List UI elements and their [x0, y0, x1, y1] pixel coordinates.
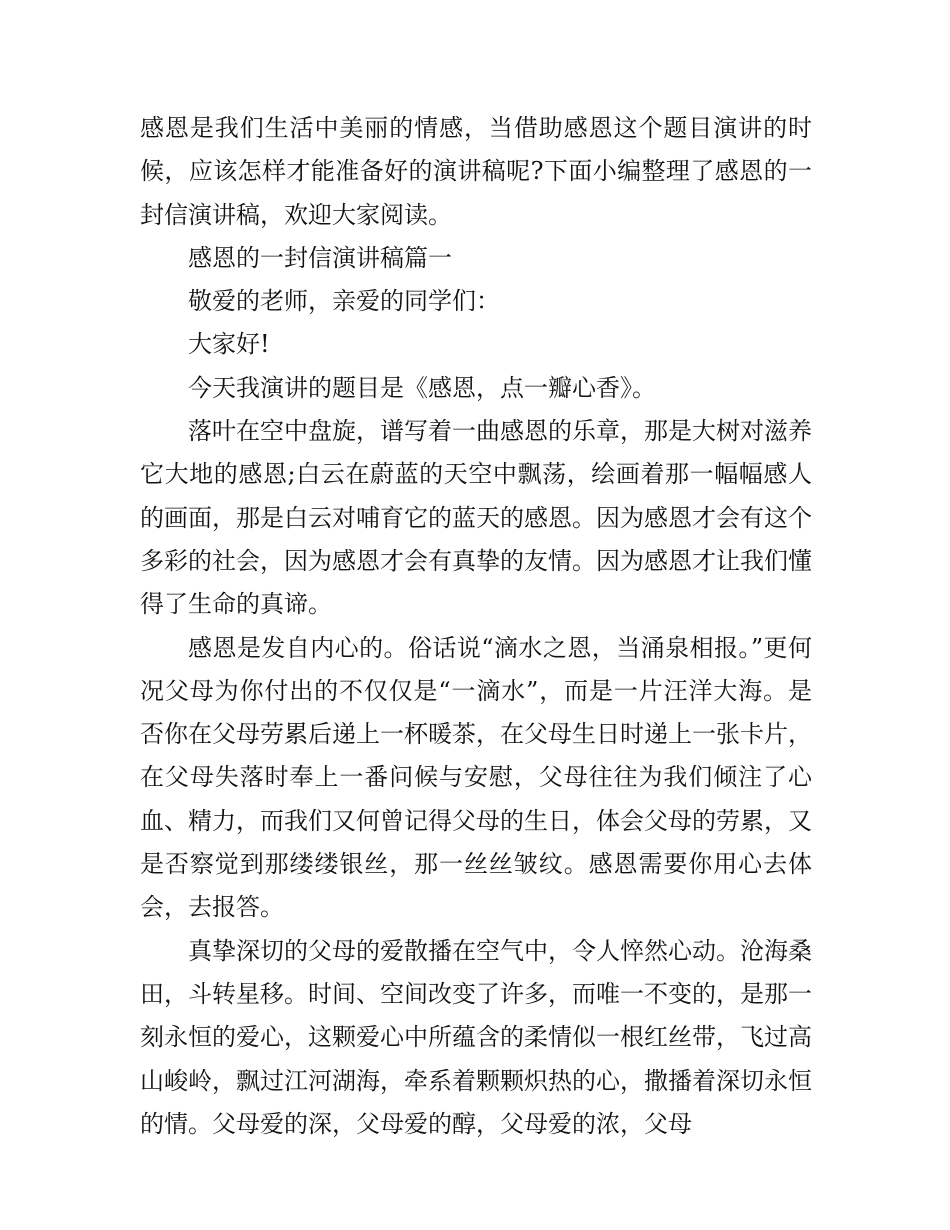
body-paragraph-3: 真挚深切的父母的爱散播在空气中，令人悴然心动。沧海桑田，斗转星移。时间、空间改变了许多，而唯一不变的，是那一刻永恒的爱心，这颗爱心中所蕴含的柔情似一根红丝带，飞过高山峻岭，飘过江河湖海，牵系着颗颗炽热的心，撒播着深切永恒的情。父母爱的深，父母爱的醇，父母爱的浓，父母 — [140, 936, 812, 1138]
body-paragraph-1: 落叶在空中盘旋，谱写着一曲感恩的乐章，那是大树对滋养它大地的感恩;白云在蔚蓝的天空中飘荡，绘画着那一幅幅感人的画面，那是白云对哺育它的蓝天的感恩。因为感恩才会有这个多彩的社会，因为感恩才会有真挚的友情。因为感恩才让我们懂得了生命的真谛。 — [140, 417, 812, 619]
intro-paragraph: 感恩是我们生活中美丽的情感，当借助感恩这个题目演讲的时候，应该怎样才能准备好的演讲稿呢?下面小编整理了感恩的一封信演讲稿，欢迎大家阅读。 — [140, 114, 812, 229]
speech-topic: 今天我演讲的题目是《感恩，点一瓣心香》。 — [188, 373, 656, 402]
body-paragraph-2: 感恩是发自内心的。俗话说“滴水之恩，当涌泉相报。”更何况父母为你付出的不仅仅是“一滴水”，而是一片汪洋大海。是否你在父母劳累后递上一杯暖茶，在父母生日时递上一张卡片，在父母失落时奉上一番问候与安慰，父母往往为我们倾注了心血、精力，而我们又何曾记得父母的生日，体会父母的劳累，又是否察觉到那缕缕银丝，那一丝丝皱纹。感恩需要你用心去体会，去报答。 — [140, 633, 812, 922]
salutation: 敬爱的老师，亲爱的同学们： — [188, 287, 500, 316]
document-page — [140, 107, 812, 1146]
section-heading: 感恩的一封信演讲稿篇一 — [188, 243, 452, 272]
greeting: 大家好! — [188, 330, 270, 359]
